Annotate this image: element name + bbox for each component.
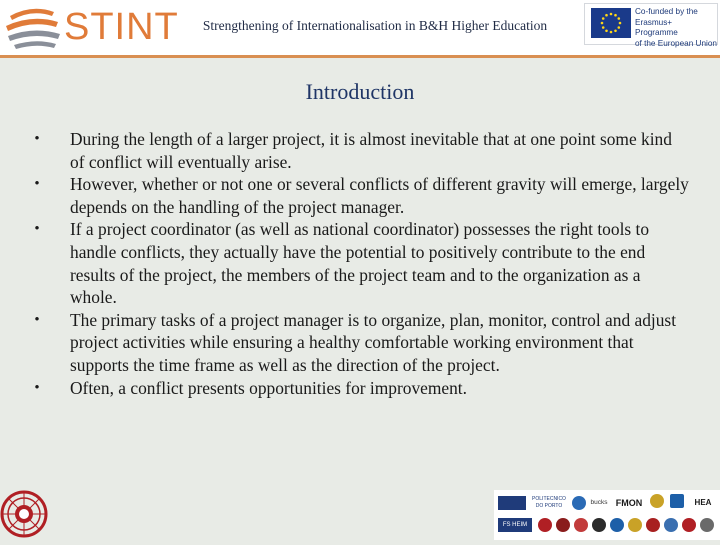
bullet-icon: • xyxy=(34,176,40,193)
header-bar xyxy=(0,0,720,56)
erasmus-line-3: of the European Union xyxy=(635,38,717,48)
bullet-text: The primary tasks of a project manager is to organize, plan, monitor, control and adjust project activities while ensuring a healthy comfortable working environment that supports the time frame as well as the direction of the project. xyxy=(70,309,677,375)
partner-seal-icon xyxy=(628,518,642,532)
bullet-text: If a project coordinator (as well as national coordinator) possesses the right tools to handle conflicts, they actually have the potential to positively contribute to the end results of the project, the members of the project team and to the organization as a whole. xyxy=(70,219,650,308)
slide-title: Introduction xyxy=(305,79,415,104)
university-seal-icon xyxy=(0,486,48,540)
erasmus-logo[interactable] xyxy=(584,3,718,48)
stint-logo[interactable] xyxy=(4,4,179,52)
erasmus-line-2: Erasmus+ Programme xyxy=(635,17,678,37)
partner-logo xyxy=(498,496,526,510)
partner-seal-icon xyxy=(646,518,660,532)
partner-seal-icon xyxy=(538,518,552,532)
partner-logo-bucks: bucks xyxy=(588,496,610,510)
partner-logo-porto: POLITECNICO DO PORTO xyxy=(530,496,568,510)
stint-logo-icon xyxy=(4,4,64,52)
bullet-text: Often, a conflict presents opportunities for improvement. xyxy=(70,377,467,398)
erasmus-line-1: Co-funded by the xyxy=(635,7,698,16)
partner-seal-icon xyxy=(574,518,588,532)
partner-crest-icon xyxy=(650,494,664,508)
partner-logo-hea: HEA xyxy=(690,496,716,510)
partner-seal-icon xyxy=(556,518,570,532)
partner-logos xyxy=(494,490,720,540)
bullet-list xyxy=(30,128,690,399)
partner-seal-icon xyxy=(610,518,624,532)
partner-seal-icon xyxy=(664,518,678,532)
bullet-text: However, whether or not one or several conflicts of different gravity will emerge, largely depends on the handling of the project manager. xyxy=(70,174,689,217)
partner-emblem-icon xyxy=(670,494,684,508)
partner-logo-fmon: FMON xyxy=(612,496,646,510)
partner-seal-icon xyxy=(682,518,696,532)
bullet-item xyxy=(30,173,690,218)
bullet-icon: • xyxy=(34,221,40,238)
logo-wordmark: STINT xyxy=(64,6,179,48)
bullet-item xyxy=(30,128,690,173)
bullet-item xyxy=(30,218,690,308)
partner-seal-icon xyxy=(700,518,714,532)
partner-emblem-icon xyxy=(572,496,586,510)
partner-logo-fsheim: FS HEIM xyxy=(498,518,532,532)
partner-seal-icon xyxy=(592,518,606,532)
erasmus-text xyxy=(635,7,717,49)
bullet-item xyxy=(30,377,690,400)
bullet-icon: • xyxy=(34,311,40,328)
header-title: Strengthening of Internationalisation in B&H Higher Education xyxy=(202,18,548,33)
eu-flag-icon xyxy=(591,8,631,38)
bullet-item xyxy=(30,309,690,377)
bullet-text: During the length of a larger project, it is almost inevitable that at one point some kind of conflict will eventually arise. xyxy=(70,129,672,172)
bullet-icon: • xyxy=(34,379,40,396)
header-divider xyxy=(0,55,720,58)
bullet-icon: • xyxy=(34,131,40,147)
